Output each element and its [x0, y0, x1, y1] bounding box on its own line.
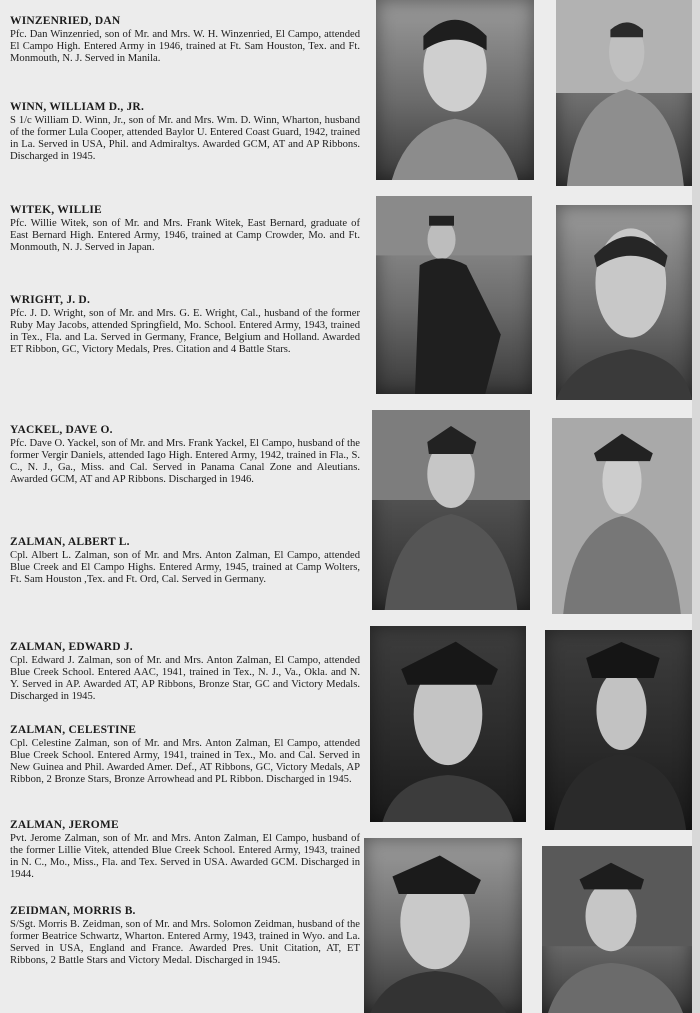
portrait-photo-zeidman	[542, 846, 692, 1013]
entry-bio: S/Sgt. Morris B. Zeidman, son of Mr. and Mrs. Solomon Zeidman, husband of the former Beatrice Schwartz, Wharton. Entered Army, 1943, trained in Wyo. and La. Served in USA, England and France. Awarded Pres. Unit Citation, AT, ET Ribbons, 2 Battle Stars and Victory Medal. Discharged in 1945.	[10, 919, 360, 967]
entry-name: WRIGHT, J. D.	[10, 294, 91, 306]
portrait-photo-wright	[556, 205, 692, 400]
entry-name: ZEIDMAN, MORRIS B.	[10, 905, 136, 917]
entry-name: WINN, WILLIAM D., JR.	[10, 101, 145, 113]
entry-bio: Cpl. Edward J. Zalman, son of Mr. and Mrs. Anton Zalman, El Campo, attended Blue Creek School. Entered AAC, 1941, trained in Tex., N. J., Va., Okla. and N. Y. Served in AP. Awarded AT, AP Ribbons, Bronze Star, GC and Victory Medals. Discharged in 1945.	[10, 655, 360, 703]
entry-bio: Pvt. Jerome Zalman, son of Mr. and Mrs. Anton Zalman, El Campo, husband of the former Lillie Vitek, attended Blue Creek School. Entered Army, 1943, trained in N. C., Mo., Miss., Fla. and Tex. Served in USA. Awarded GCM. Discharged in 1944.	[10, 833, 360, 881]
entry-winn	[10, 101, 360, 163]
entry-bio: S 1/c William D. Winn, Jr., son of Mr. and Mrs. Wm. D. Winn, Wharton, husband of the former Lula Cooper, attended Baylor U. Entered Coast Guard, 1942, trained in La. Served in USA, Phil. and Admiraltys. Awarded GCM, AT and AP Ribbons. Discharged in 1945.	[10, 115, 360, 163]
entry-yackel	[10, 424, 360, 486]
entry-zalman-albert	[10, 536, 360, 586]
entry-name: ZALMAN, JEROME	[10, 819, 119, 831]
entry-bio: Pfc. Dan Winzenried, son of Mr. and Mrs. W. H. Winzenried, El Campo, attended El Campo High. Entered Army in 1946, trained at Ft. Sam Houston, Tex. and Ft. Monmouth, N. J. Served in Manila.	[10, 29, 360, 65]
entry-name: ZALMAN, CELESTINE	[10, 724, 137, 736]
portrait-photo-zalman-edward	[370, 626, 526, 822]
portrait-photo-zalman-celestine	[545, 630, 692, 830]
entry-name: ZALMAN, ALBERT L.	[10, 536, 130, 548]
entry-winzenried	[10, 15, 360, 65]
portrait-photo-yackel	[372, 410, 530, 610]
portrait-photo-winzenried	[376, 0, 534, 180]
portrait-photo-winn	[556, 0, 692, 186]
portrait-photo-zalman-jerome	[364, 838, 522, 1013]
portrait-photo-zalman-albert	[552, 418, 692, 614]
entry-zalman-celestine	[10, 724, 360, 786]
entry-name: ZALMAN, EDWARD J.	[10, 641, 133, 653]
entry-witek	[10, 204, 360, 254]
entry-zeidman	[10, 905, 360, 967]
entry-wright	[10, 294, 360, 356]
portrait-photo-witek	[376, 196, 532, 394]
entry-name: WINZENRIED, DAN	[10, 15, 121, 27]
entry-bio: Cpl. Celestine Zalman, son of Mr. and Mrs. Anton Zalman, El Campo, attended Blue Creek School. Entered Army, 1941, trained in Tex., Mo. and Cal. Served in New Guinea and Phil. Awarded Amer. Def., AT Ribbons, GC, Victory Medals, AP Ribbon, 2 Bronze Stars, Bronze Arrowhead and PL Ribbon. Discharged in 1945.	[10, 738, 360, 786]
entry-bio: Pfc. Willie Witek, son of Mr. and Mrs. Frank Witek, East Bernard, graduate of East Bernard High. Entered Army, 1946, trained at Camp Crowder, Mo. and Ft. Monmouth, N. J. Served in Japan.	[10, 218, 360, 254]
page-edge	[692, 0, 700, 1013]
entry-name: YACKEL, DAVE O.	[10, 424, 113, 436]
entry-bio: Pfc. J. D. Wright, son of Mr. and Mrs. G. E. Wright, Cal., husband of the former Ruby May Jacobs, attended Springfield, Mo. School. Entered Army, 1943, trained in Tex., Fla. and La. Served in Germany, France, Belgium and Holland. Awarded ET Ribbon, GC, Victory Medals, Pres. Citation and 4 Battle Stars.	[10, 308, 360, 356]
entry-name: WITEK, WILLIE	[10, 204, 102, 216]
entry-bio: Cpl. Albert L. Zalman, son of Mr. and Mrs. Anton Zalman, El Campo, attended Blue Creek and El Campo Highs. Entered Army, 1945, trained at Camp Wolters, Ft. Sam Houston ,Tex. and Ft. Ord, Cal. Served in Germany.	[10, 550, 360, 586]
entry-zalman-jerome	[10, 819, 360, 881]
entry-zalman-edward	[10, 641, 360, 703]
entry-bio: Pfc. Dave O. Yackel, son of Mr. and Mrs. Frank Yackel, El Campo, husband of the former Vergir Daniels, attended Iago High. Entered Army, 1942, trained in Fla., S. C., N. J., Ga., Miss. and Cal. Served in Panama Canal Zone and Aleutians. Awarded GCM, AT and AP Ribbons. Discharged in 1946.	[10, 438, 360, 486]
biography-column	[10, 0, 362, 1013]
